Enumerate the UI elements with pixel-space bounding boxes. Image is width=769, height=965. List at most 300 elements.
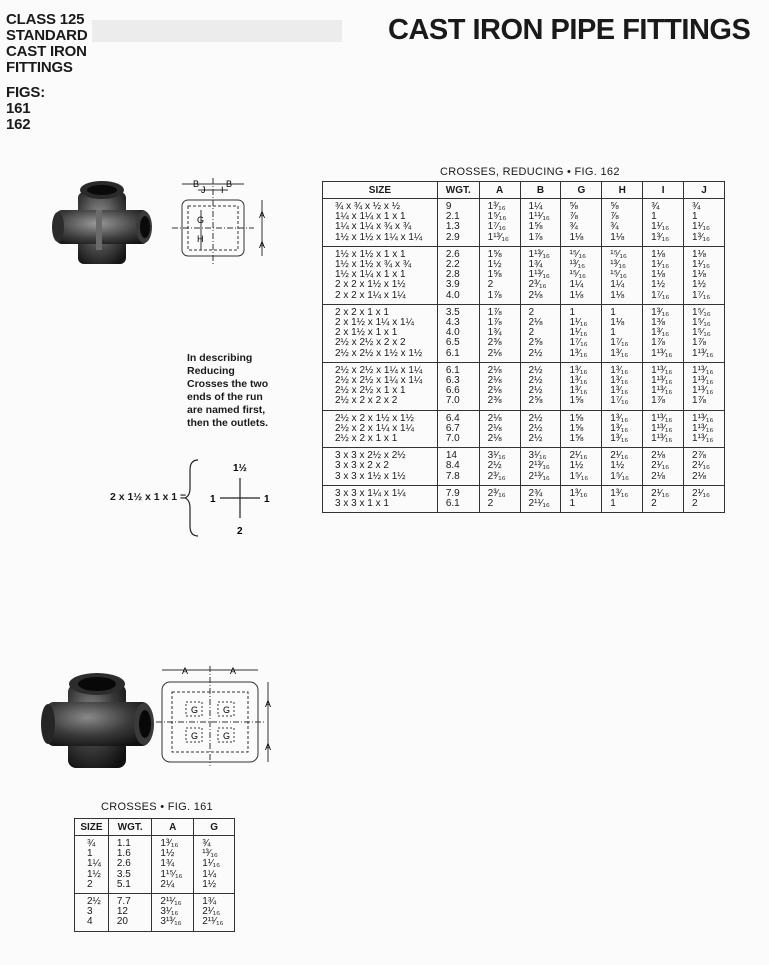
diagram-label-a: A [259,240,266,250]
reducing-cross-note [187,352,268,430]
cell-value: 4.0 [445,327,460,339]
cell-value: 2.2 [445,259,460,271]
cell-value: 4.3 [445,317,460,329]
cell-value: 2 [487,279,494,291]
cell-value: 2¹¹⁄₁₆ [202,916,224,928]
cell-value: 1³⁄₁₆ [610,364,629,376]
cell-value: 1¹⁄₁₆ [569,317,588,329]
cell-value: 1¹³⁄₁₆ [651,422,673,434]
table-cell-i [643,362,684,410]
cell-value: 1½ x 1¼ x 1 x 1 [335,269,406,281]
table-cell-size [323,448,438,486]
cell-value: 1⅛ [651,248,666,260]
table-row [323,246,725,304]
table-cell-b [520,362,561,410]
cell-value: 1 [610,306,616,318]
table-header-row [323,182,725,199]
cell-value: 2½ [528,347,543,359]
cell-value: 1¼ [528,201,543,212]
table-row [75,836,235,894]
sidebar-line: STANDARD [6,27,88,44]
cell-value: 1⅝ [569,422,584,434]
cell-value: 3¹³⁄₁₆ [160,916,182,928]
diagram-label-b: B [193,179,200,189]
column-header: H [602,182,643,199]
cell-value: 12 [116,906,128,918]
table-cell-a [479,362,520,410]
cell-value: ⅝ [569,201,578,212]
sidebar-heading [6,12,87,133]
cell-value: 2⅛ [528,289,543,301]
crosses-table [74,818,235,932]
cell-value: 1¹³⁄₁₆ [692,422,714,434]
cell-value: 2⅛ [487,422,502,434]
table-cell-j [684,199,725,247]
diagram-label-h: H [197,234,204,244]
cell-value: 1 [569,498,575,510]
cell-value: 1½ [569,460,584,472]
diagram-label-g: G [191,705,199,715]
cell-value: 2 [651,498,657,510]
cell-value: 2.6 [445,248,460,260]
column-header: WGT. [108,819,152,836]
cell-value: 2¹⁄₁₆ [651,460,670,472]
table-cell-i [643,199,684,247]
column-header: G [194,819,235,836]
table-cell-size [323,199,438,247]
cell-value: 2¹⁄₁₆ [569,450,588,462]
cell-value: 1¼ x 1¼ x ¾ x ¾ [335,221,412,233]
cell-value: ¹⁵⁄₁₆ [610,248,627,260]
cell-value: ¾ [202,838,211,849]
table-row [323,304,725,362]
cell-value: 6.1 [445,364,460,376]
reducing-crosses-table [322,181,725,513]
cell-value: 1 [87,848,93,860]
table-row-group [323,485,725,512]
cell-value: 1¼ [610,279,625,291]
cell-value: 1¹⁄₁₆ [651,221,670,233]
cell-value: 2 [87,878,93,890]
column-header: J [684,182,725,199]
cell-value: 1⅝ [487,248,502,260]
cell-value: 2 x 1½ x 1¼ x 1¼ [335,317,414,329]
cell-value: 3 x 3 x 2 x 2 [335,460,389,472]
diagram-label-a: A [259,210,266,220]
cell-value: 1¹³⁄₁₆ [692,364,714,376]
table-row [323,362,725,410]
table-cell-size [323,410,438,448]
cell-value: 1⅝ [528,221,543,233]
cell-value: 1⅛ [692,269,706,281]
cell-value: 4 [87,916,93,928]
cell-value: 6.7 [445,422,460,434]
cell-value: 1³⁄₁₆ [569,385,588,397]
page-title: CAST IRON PIPE FITTINGS [388,14,751,46]
cell-value: 1³⁄₁₆ [610,422,629,434]
cell-value: 1½ x 1½ x 1¼ x 1¼ [335,231,423,243]
cell-value: 1.3 [445,221,460,233]
cell-value: ¹⁵⁄₁₆ [569,248,586,260]
note-line: In describing [187,352,253,364]
table-cell-a [479,410,520,448]
cell-value: 1⁷⁄₁₆ [692,289,711,301]
table-cell-a [479,199,520,247]
cell-value: 2¹⁄₁₆ [610,450,629,462]
table-cell-h [602,448,643,486]
cell-value: 2¹⁄₁₆ [692,487,711,499]
cell-value: 1⅝ [569,395,584,407]
cell-value: 1¹³⁄₁₆ [692,385,714,397]
cell-value: 2.9 [445,231,460,243]
cell-value: 1½ [160,848,175,860]
cell-value: 2⅛ [487,347,502,359]
table-cell-b [520,448,561,486]
table-cell-b [520,485,561,512]
cell-value: ¾ [610,221,619,233]
cell-value: 2³⁄₁₆ [487,487,506,499]
cell-value: 2 [692,498,698,510]
cell-value: 1½ [651,279,666,291]
cell-value: 2⅜ [487,395,502,407]
cell-value: 2¹⁄₁₆ [202,906,221,918]
cell-value: 1³⁄₁₆ [651,231,670,243]
diagram-label-a: A [265,742,272,752]
table-cell-wgt [437,199,479,247]
cell-value: 1⁷⁄₁₆ [610,395,629,407]
table-row-group [75,836,235,894]
cell-value: 2³⁄₁₆ [487,470,506,482]
cell-value: 1⅞ [692,337,706,349]
cell-value: 1⅛ [569,231,584,243]
cell-value: 2½ x 2½ x 1¼ x 1¼ [335,364,423,376]
cell-value: 1¹³⁄₁₆ [651,347,673,359]
cell-value: 1¹³⁄₁₆ [528,269,550,281]
cell-value: 1¼ x 1¼ x 1 x 1 [335,211,406,223]
table-row-group [323,199,725,247]
cell-value: 1¼ [202,868,217,880]
cell-value: 1¼ [87,858,101,870]
cell-value: 1³⁄₁₆ [569,487,588,499]
cell-value: 1⁵⁄₁₆ [692,327,711,339]
cell-value: 9 [445,201,452,212]
table-cell-g [561,362,602,410]
cell-value: 1½ x 1½ x 1 x 1 [335,248,406,260]
cell-value: 1⅛ [651,269,666,281]
cell-value: ¹³⁄₁₆ [610,259,627,271]
table-cell-size [323,362,438,410]
column-header: G [561,182,602,199]
cell-value: 1³⁄₁₆ [487,201,506,212]
table-cell-b [520,304,561,362]
cell-value: 2½ x 2 x 1 x 1 [335,433,398,445]
cell-value: 1.1 [116,838,131,849]
table-cell-h [602,362,643,410]
table-cell-size [323,246,438,304]
cell-value: 1³⁄₁₆ [569,364,588,376]
table-cell-wgt [437,362,479,410]
note-line: are named first, [187,404,266,416]
cell-value: 2½ [528,385,543,397]
table-cell-j [684,410,725,448]
cell-value: 2½ x 2½ x 1¼ x 1¼ [335,375,423,387]
table-cell-size [75,836,109,894]
cell-value: 1⅝ [569,433,584,445]
cell-value: 2³⁄₁₆ [528,279,547,291]
table-cell-a [152,894,194,932]
cell-value: 1⁵⁄₁₆ [569,470,589,482]
cell-value: 1 [569,306,575,318]
cell-value: ⅝ [610,201,619,212]
cell-value: 1⅞ [487,306,502,318]
cell-value: 2¹³⁄₁₆ [528,460,550,472]
cell-value: 1¹⁄₁₆ [651,259,670,271]
cell-value: 1⅛ [610,317,625,329]
cell-value: 20 [116,916,128,928]
table-row [75,894,235,932]
cell-value: 2.6 [116,858,131,870]
table-cell-b [520,199,561,247]
cell-value: 1¹⁄₁₆ [569,327,588,339]
table-cell-a [479,485,520,512]
table-row-group [323,410,725,448]
cell-value: 1⁵⁄₁₆ [692,306,711,318]
cell-value: 2¾ [528,487,543,499]
cell-value: 2.8 [445,269,460,281]
cell-value: 2¹⁄₁₆ [651,487,670,499]
cell-value: 2½ x 2 x 1¼ x 1¼ [335,422,414,434]
cell-value: 1⁷⁄₁₆ [569,337,588,349]
note-line: then the outlets. [187,417,269,429]
cell-value: 1 [610,327,616,339]
column-header: A [479,182,520,199]
figs-label: FIGS: [6,84,45,101]
table-cell-j [684,246,725,304]
table-row-group [323,246,725,304]
cell-value: 3¹⁄₁₆ [160,906,179,918]
table-header-row [75,819,235,836]
cell-value: 2½ [87,896,101,908]
cell-value: 6.5 [445,337,460,349]
cell-value: 1³⁄₁₆ [692,231,711,243]
cell-value: 2½ [528,375,543,387]
diagram-label-g: G [197,215,205,225]
cell-value: 1⅞ [651,395,666,407]
cell-value: 2⅝ [528,337,543,349]
cell-value: 2⅛ [487,412,502,424]
example-cross-diagram [184,456,284,544]
cell-value: 1¾ [160,858,175,870]
cell-value: 2⅛ [487,385,502,397]
cell-value: 3 x 3 x 1¼ x 1¼ [335,487,406,499]
table-cell-g [561,199,602,247]
sidebar-line: FITTINGS [6,59,73,76]
cell-value: 2½ [528,433,543,445]
cell-value: 2 x 1½ x 1 x 1 [335,327,398,339]
cell-value: 2½ [487,460,502,472]
cell-value: 1½ [202,878,217,890]
cell-value: 2½ x 2 x 2 x 2 [335,395,398,407]
cell-value: 3 x 3 x 2½ x 2½ [335,450,406,462]
cell-value: 2¹³⁄₁₆ [528,470,550,482]
cell-value: 2 [528,306,535,318]
table-cell-wgt [108,894,152,932]
table-cell-wgt [437,246,479,304]
table-cell-i [643,246,684,304]
cell-value: ¾ x ¾ x ½ x ½ [335,201,401,212]
cell-value: 1⅛ [692,248,706,260]
fig-number: 161 [6,100,31,117]
cell-value: ¹⁵⁄₁₆ [610,269,627,281]
cell-value: 2 [528,327,535,339]
cell-value: 2.1 [445,211,460,223]
cell-value: ¹³⁄₁₆ [202,848,218,860]
example-bottom-size: 2 [237,526,243,537]
diagram-label-i: I [221,185,224,195]
table-cell-size [323,304,438,362]
fig-number: 162 [6,116,31,133]
cell-value: 1¹³⁄₁₆ [692,347,714,359]
sidebar-line: CLASS 125 [6,11,85,28]
cell-value: 2⅛ [487,364,502,376]
table-row [323,485,725,512]
cell-value: 1 [610,498,616,510]
cell-value: ⅞ [569,211,578,223]
table-cell-a [479,304,520,362]
table-cell-h [602,410,643,448]
table-cell-j [684,304,725,362]
cell-value: 1³⁄₁₆ [610,375,629,387]
cell-value: 1³⁄₁₆ [569,347,588,359]
table-cell-h [602,485,643,512]
table-cell-a [152,836,194,894]
table-row-group [323,304,725,362]
cell-value: 1½ [610,460,625,472]
table-cell-h [602,304,643,362]
table-cell-wgt [437,410,479,448]
cell-value: 1¹³⁄₁₆ [651,412,673,424]
cell-value: 1⁵⁄₁₆ [692,317,711,329]
cell-value: 1¹¹⁄₁₆ [528,211,550,223]
column-header: I [643,182,684,199]
cell-value: 3 [87,906,93,918]
cell-value: 1½ [487,259,502,271]
cell-value: 6.1 [445,347,460,359]
cell-value: 1¹³⁄₁₆ [692,433,714,445]
table-cell-wgt [437,304,479,362]
cross-diagram [156,662,276,770]
cell-value: 2½ x 2½ x 1 x 1 [335,385,406,397]
cell-value: 3.9 [445,279,460,291]
table-cell-i [643,304,684,362]
table-row-group [323,448,725,486]
fig161-caption: CROSSES • FIG. 161 [101,801,213,813]
cell-value: 1¹³⁄₁₆ [487,231,509,243]
cell-value: 1¹³⁄₁₆ [651,433,673,445]
cell-value: 1³⁄₁₆ [160,838,179,849]
cell-value: 1¾ [202,896,217,908]
table-row [323,199,725,247]
cell-value: 1⅝ [487,269,502,281]
table-cell-a [479,246,520,304]
table-cell-wgt [437,448,479,486]
note-line: ends of the run [187,391,263,403]
cell-value: 1⁷⁄₁₆ [487,221,506,233]
table-cell-j [684,362,725,410]
cell-value: 1⅞ [692,395,706,407]
column-header: SIZE [323,182,438,199]
cell-value: 2⅛ [487,433,502,445]
cell-value: 7.7 [116,896,131,908]
cell-value: 1⅝ [569,412,584,424]
cell-value: 1 [651,211,657,223]
table-cell-a [479,448,520,486]
table-cell-j [684,485,725,512]
cell-value: ¾ [569,221,578,233]
cell-value: 5.1 [116,878,131,890]
cell-value: 2⅛ [487,375,502,387]
cell-value: 2 x 2 x 1¼ x 1¼ [335,289,406,301]
cell-value: 2⅛ [692,470,706,482]
note-line: Reducing [187,365,235,377]
cell-value: 1⁵⁄₁₆ [610,470,630,482]
table-cell-g [561,448,602,486]
cell-value: ¹⁵⁄₁₆ [569,269,586,281]
cell-value: 2½ x 2 x 1½ x 1½ [335,412,414,424]
cell-value: 1½ [692,279,706,291]
table-cell-i [643,410,684,448]
cell-value: 2¹⁄₁₆ [692,460,711,472]
cell-value: 7.0 [445,395,460,407]
cell-value: 2½ [528,412,543,424]
cell-value: 3 x 3 x 1 x 1 [335,498,389,510]
cell-value: 1⅞ [487,289,502,301]
cell-value: 2⅞ [692,450,706,462]
column-header: A [152,819,194,836]
cell-value: 1⁷⁄₁₆ [610,337,629,349]
table-cell-h [602,246,643,304]
table-row [323,410,725,448]
cell-value: 2 [487,498,494,510]
cell-value: 2½ x 2½ x 2 x 2 [335,337,406,349]
cell-value: 1¹³⁄₁₆ [651,375,673,387]
table-cell-j [684,448,725,486]
table-cell-b [520,410,561,448]
cell-value: 1⁷⁄₁₆ [651,289,670,301]
table-cell-g [561,410,602,448]
table-cell-wgt [437,485,479,512]
cell-value: 2 x 2 x 1 x 1 [335,306,389,318]
table-cell-b [520,246,561,304]
cell-value: 6.6 [445,385,460,397]
cell-value: 7.0 [445,433,460,445]
cross-photo [38,668,156,776]
cell-value: ⅞ [610,211,619,223]
cell-value: 1¹⁄₁₆ [692,259,711,271]
cell-value: 2¹¹⁄₁₆ [160,896,182,908]
cell-value: 1⅞ [528,231,543,243]
diagram-label-g: G [191,731,199,741]
table-cell-i [643,485,684,512]
diagram-label-b: B [226,179,233,189]
diagram-label-a: A [265,699,272,709]
cell-value: 1⁵⁄₁₆ [487,211,507,223]
table-row [323,448,725,486]
cell-value: 1³⁄₁₆ [569,375,588,387]
note-line: Crosses the two [187,378,269,390]
cell-value: 3.5 [445,306,460,318]
cell-value: 1¹³⁄₁₆ [651,385,673,397]
